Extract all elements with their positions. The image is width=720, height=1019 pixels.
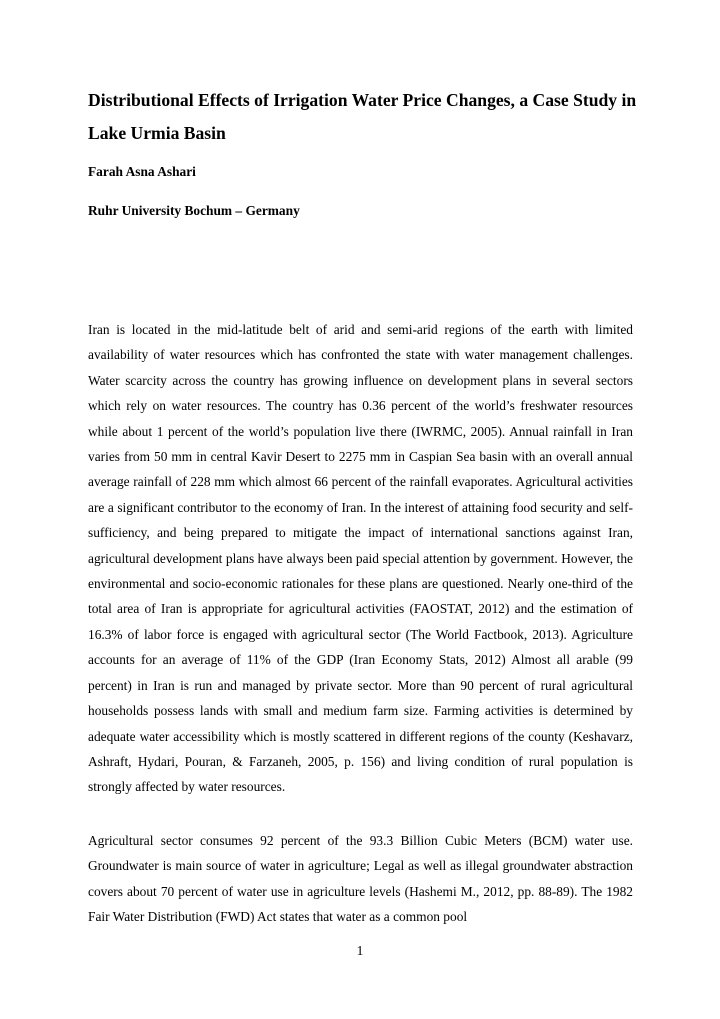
body-paragraph: Iran is located in the mid-latitude belt of arid and semi-arid regions of the earth with limited availability of water resources which has confronted the state with water management challenges. Water scarcity across the country has growing influence on development plans in several sectors which rely on water resources. The country has 0.36 percent of the world’s freshwater resources while about 1 percent of the world’s population live there (IWRMC, 2005). Annual rainfall in Iran varies from 50 mm in central Kavir Desert to 2275 mm in Caspian Sea basin with an overall annual average rainfall of 228 mm which almost 66 percent of the rainfall evaporates. Agricultural activities are a significant contributor to the economy of Iran. In the interest of attaining food security and self-sufficiency, and being prepared to mitigate the impact of international sanctions against Iran, agricultural development plans have always been paid special attention by government. However, the environmental and socio-economic rationales for these plans are questioned. Nearly one-third of the total area of Iran is appropriate for agricultural activities (FAOSTAT, 2012) and the estimation of 16.3% of labor force is engaged with agricultural sector (The World Factbook, 2013). Agriculture accounts for an average of 11% of the GDP (Iran Economy Stats, 2012) Almost all arable (99 percent) in Iran is run and managed by private sector. More than 90 percent of rural agricultural households possess lands with small and medium farm size. Farming activities is determined by adequate water accessibility which is mostly scattered in different regions of the county (Keshavarz, Ashraft, Hydari, Pouran, & Farzaneh, 2005, p. 156) and living condition of rural population is strongly affected by water resources. [88,322,633,795]
paper-title: Distributional Effects of Irrigation Water Price Changes, a Case Study in Lake Urmia Basin [88,90,637,143]
page-number: 1 [356,943,364,958]
author-name: Farah Asna Ashari [88,164,196,179]
body-paragraph: Agricultural sector consumes 92 percent of the 93.3 Billion Cubic Meters (BCM) water use. Groundwater is main source of water in agriculture; Legal as well as illegal groundwater abstraction covers about 70 percent of water use in agriculture levels (Hashemi M., 2012, pp. 88-89). The 1982 Fair Water Distribution (FWD) Act states that water as a common pool [88,833,633,925]
author-affiliation: Ruhr University Bochum – Germany [88,203,300,218]
